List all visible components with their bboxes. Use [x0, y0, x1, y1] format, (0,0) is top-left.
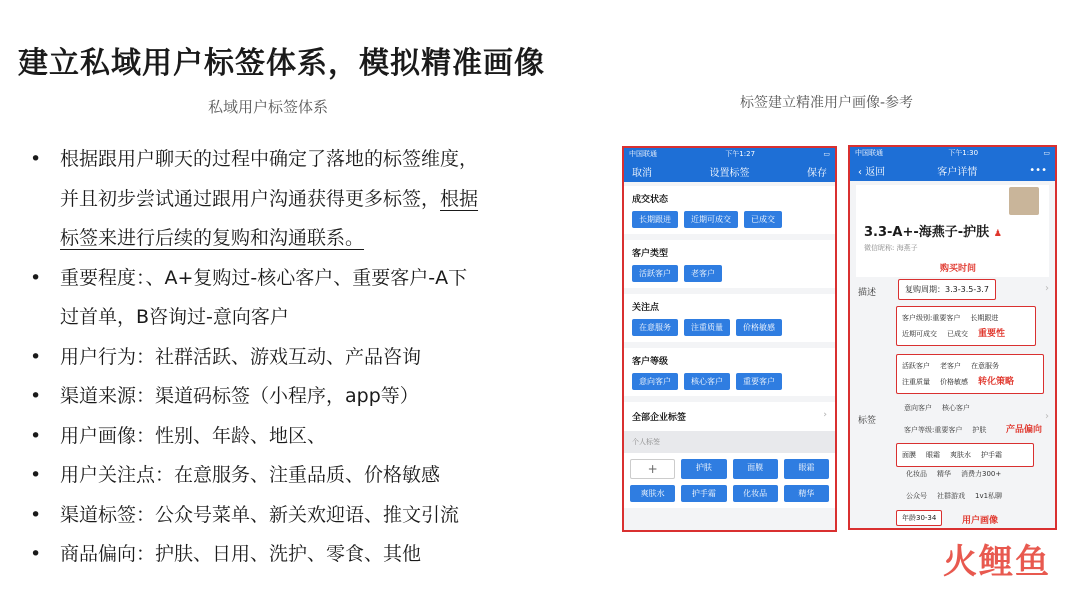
tag-chip[interactable]: 化妆品 — [733, 485, 778, 502]
nav-title: 设置标签 — [709, 167, 750, 179]
add-tag-button[interactable]: + — [630, 459, 675, 479]
tag-chip[interactable]: 在意服务 — [632, 319, 678, 336]
status-time: 下午1:27 — [725, 150, 756, 158]
tag-chip[interactable]: 注重质量 — [684, 319, 730, 336]
customer-detail-screenshot — [848, 145, 1057, 530]
tag-chip[interactable]: 护肤 — [681, 459, 726, 479]
slide-title: 建立私域用户标签体系，模拟精准画像 — [18, 46, 545, 81]
tag-chip[interactable]: 爽肤水 — [630, 485, 675, 502]
tag-row: 客户等级:重要客户 护肤 — [904, 426, 987, 434]
tag-section — [624, 348, 835, 396]
tag-chip[interactable]: 面膜 — [733, 459, 778, 479]
tag-chip[interactable]: 护手霜 — [681, 485, 726, 502]
note-buy-time: 购买时间 — [940, 264, 977, 274]
conversion-tag-group: 活跃客户 老客户 在意服务 注重质量 价格敏感 转化策略 — [896, 354, 1044, 394]
bullet-continuation: 过首单，B咨询过-意向客户 — [60, 306, 289, 328]
battery-icon: ▭ — [823, 150, 830, 158]
tag-chip[interactable]: 近期可成交 — [684, 211, 738, 228]
tag-row: 公众号 社群游戏 1v1私聊 — [906, 492, 1003, 500]
all-tags-row[interactable] — [624, 402, 835, 431]
carrier-label: 中国联通 — [629, 150, 657, 158]
tag-chip[interactable]: 核心客户 — [684, 373, 730, 390]
wechat-nickname: 微信昵称: 海燕子 — [864, 244, 918, 252]
tag-chip[interactable]: 已成交 — [744, 211, 782, 228]
customer-name: 3.3-A+-海燕子-护肤 ♟ — [864, 225, 1002, 240]
tag-chip[interactable]: 精华 — [784, 485, 829, 502]
person-icon: ♟ — [993, 229, 1002, 239]
note-portrait: 用户画像 — [962, 516, 999, 526]
bullet-continuation: 标签来进行后续的复购和沟通联系。 — [60, 227, 365, 249]
save-button[interactable]: 保存 — [807, 167, 827, 179]
tag-chip[interactable]: 活跃客户 — [632, 265, 678, 282]
section-title: 成交状态 — [632, 195, 669, 205]
status-time: 下午1:30 — [948, 149, 979, 157]
tag-chip[interactable]: 意向客户 — [632, 373, 678, 390]
back-button[interactable] — [858, 163, 885, 178]
avatar — [1009, 187, 1039, 215]
tag-section — [624, 186, 835, 234]
bullet-item: • 用户画像：性别、年龄、地区、 — [30, 417, 590, 457]
bullet-item: • 重要程度：、A+复购过-核心客户、重要客户-A下 — [30, 259, 590, 299]
slide-subtitle: 私域用户标签体系 — [208, 98, 329, 116]
bullet-continuation: 并且初步尝试通过跟用户沟通获得更多标签，根据 — [60, 187, 479, 210]
tag-section — [624, 240, 835, 288]
age-tag: 年龄30-34 — [896, 510, 942, 526]
bullet-item: • 根据跟用户聊天的过程中确定了落地的标签维度， — [30, 140, 590, 180]
tag-chip[interactable]: 老客户 — [684, 265, 722, 282]
chevron-left-icon: ‹ — [858, 166, 866, 178]
tag-settings-screenshot — [622, 146, 837, 532]
repurchase-cycle: 复购周期：3.3-3.5-3.7 — [898, 279, 996, 300]
tag-chip[interactable]: 眼霜 — [784, 459, 829, 479]
tag-chip[interactable]: 价格敏感 — [736, 319, 782, 336]
reference-title: 标签建立精准用户画像-参考 — [740, 95, 914, 111]
tag-chip[interactable]: 长期跟进 — [632, 211, 678, 228]
note-product: 产品偏向 — [1006, 425, 1043, 435]
tags-label: 标签 — [858, 416, 877, 426]
back-label: 返回 — [865, 166, 886, 178]
cancel-button[interactable]: 取消 — [632, 167, 652, 179]
all-tags-label: 全部企业标签 — [632, 413, 687, 423]
bullet-item: • 用户行为：社群活跃、游戏互动、产品咨询 — [30, 338, 590, 378]
note-conversion: 转化策略 — [978, 377, 1015, 387]
watermark-logo: 火鲤鱼 — [943, 542, 1051, 582]
status-bar — [624, 148, 835, 160]
carrier-label: 中国联通 — [855, 149, 883, 157]
nav-bar — [850, 159, 1055, 181]
bullet-item: • 渠道标签：公众号菜单、新关欢迎语、推文引流 — [30, 496, 590, 536]
personal-tags-label: 个人标签 — [624, 431, 835, 453]
note-importance: 重要性 — [978, 329, 1006, 339]
bullet-item: • 渠道来源：渠道码标签（小程序，app等） — [30, 377, 590, 417]
nav-bar — [624, 160, 835, 182]
bullet-item: • 用户关注点：在意服务、注重品质、价格敏感 — [30, 456, 590, 496]
chevron-right-icon: › — [1045, 411, 1049, 422]
section-title: 客户等级 — [632, 357, 669, 367]
nav-title: 客户详情 — [937, 166, 978, 178]
personal-tag-grid — [624, 453, 835, 508]
bullet-item: • 商品偏向：护肤、日用、洗护、零食、其他 — [30, 535, 590, 575]
status-bar — [850, 147, 1055, 159]
importance-tag-group: 客户级别:重要客户 长期跟进 近期可成交 已成交 重要性 — [896, 306, 1036, 346]
description-label: 描述 — [858, 288, 877, 298]
more-button[interactable]: ••• — [1029, 164, 1047, 176]
bullet-list — [30, 140, 590, 575]
tag-row: 化妆品 精华 消费力300+ — [906, 470, 1002, 478]
product-tag-group: 面膜 眼霜 爽肤水 护手霜 — [896, 443, 1034, 467]
tag-chip[interactable]: 重要客户 — [736, 373, 782, 390]
chevron-right-icon: › — [823, 410, 827, 420]
tag-row: 意向客户 核心客户 — [904, 404, 970, 412]
section-title: 客户类型 — [632, 249, 669, 259]
chevron-right-icon: › — [1045, 283, 1049, 294]
tag-section — [624, 294, 835, 342]
battery-icon: ▭ — [1043, 149, 1050, 157]
section-title: 关注点 — [632, 303, 660, 313]
